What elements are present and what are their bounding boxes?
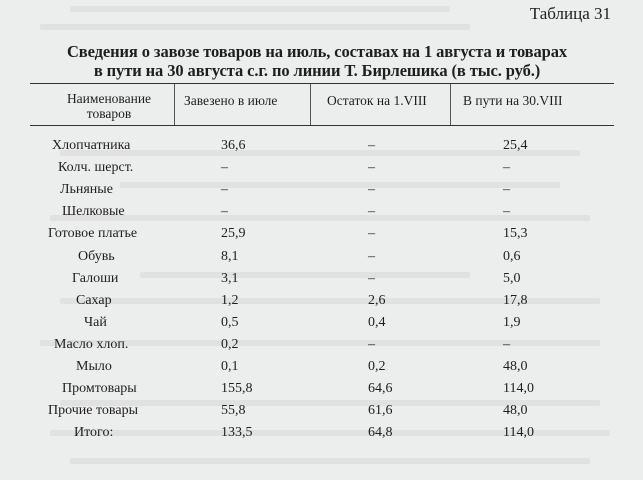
value-imported: – [221, 204, 228, 220]
value-in-transit: 48,0 [503, 403, 528, 419]
value-remainder: 64,6 [368, 381, 393, 397]
column-divider [310, 84, 311, 125]
row-name: Сахар [76, 292, 112, 308]
value-in-transit: 48,0 [503, 359, 528, 374]
value-remainder: 0,4 [368, 314, 386, 330]
value-imported: 1,2 [221, 292, 239, 308]
row-name: Чай [84, 314, 107, 330]
table-row [30, 400, 614, 422]
value-remainder: – [368, 138, 375, 153]
value-remainder: – [368, 248, 375, 264]
row-name: Хлопчатника [52, 138, 131, 153]
value-in-transit: 114,0 [503, 381, 534, 397]
row-name: Галоши [72, 270, 119, 286]
row-name: Обувь [78, 248, 115, 264]
value-remainder: – [368, 182, 375, 198]
value-imported: – [221, 182, 228, 198]
value-imported: 8,1 [221, 248, 239, 264]
title-line-2: в пути на 30 августа с.г. по линии Т. Бирлешика (в тыс. руб.) [93, 61, 541, 80]
table-row [30, 157, 614, 179]
value-imported: 133,5 [221, 425, 253, 441]
value-remainder: – [368, 336, 375, 352]
table-row [30, 223, 614, 245]
row-name: Промтовары [62, 381, 137, 397]
value-remainder: – [368, 270, 375, 286]
row-name: Прочие товары [48, 403, 138, 419]
value-imported: 155,8 [221, 381, 253, 397]
row-name: Колч. шерст. [58, 160, 134, 176]
value-in-transit: – [503, 182, 510, 198]
row-name: Льняные [60, 182, 113, 198]
header-in-transit: В пути на 30.VIII [463, 93, 563, 108]
title-line-1: Сведения о завозе товаров на июль, составах на 1 августа и товарах [66, 42, 568, 61]
table-row [30, 179, 614, 201]
table-title [24, 42, 610, 80]
row-name: Шелковые [62, 204, 125, 220]
value-imported: 0,5 [221, 314, 239, 330]
value-in-transit: – [503, 336, 510, 352]
table-row [30, 312, 614, 334]
value-imported: 36,6 [221, 138, 246, 153]
value-remainder: 2,6 [368, 292, 386, 308]
value-in-transit: 17,8 [503, 292, 528, 308]
value-in-transit: 25,4 [503, 138, 528, 153]
row-name: Масло хлоп. [54, 336, 129, 352]
table-row [30, 135, 614, 157]
value-imported: 25,9 [221, 226, 246, 242]
header-remainder: Остаток на 1.VIII [327, 93, 427, 108]
table-row [30, 201, 614, 223]
value-in-transit: – [503, 204, 510, 220]
table-number: Таблица 31 [529, 4, 611, 23]
table-row [30, 268, 614, 290]
column-divider [174, 84, 175, 125]
table-row [30, 290, 614, 312]
header-imported: Завезено в июле [184, 93, 278, 108]
header-bottom-rule [30, 125, 614, 126]
table-row [30, 422, 614, 444]
row-name: Готовое платье [48, 226, 138, 242]
table-row [30, 334, 614, 356]
value-in-transit: 15,3 [503, 226, 528, 242]
value-remainder: 0,2 [368, 359, 386, 374]
value-in-transit: 114,0 [503, 425, 534, 441]
value-imported: 3,1 [221, 270, 239, 286]
value-imported: 0,2 [221, 336, 239, 352]
row-name: Итого: [74, 425, 114, 441]
value-imported: 55,8 [221, 403, 246, 419]
value-imported: – [221, 160, 228, 176]
value-remainder: – [368, 160, 375, 176]
value-in-transit: 1,9 [503, 314, 521, 330]
row-name: Мыло [76, 359, 112, 374]
table-row [30, 378, 614, 400]
value-remainder: – [368, 204, 375, 220]
value-in-transit: – [503, 160, 510, 176]
table-top-rule [30, 83, 614, 84]
value-in-transit: 5,0 [503, 270, 521, 286]
value-remainder: 61,6 [368, 403, 393, 419]
value-in-transit: 0,6 [503, 248, 521, 264]
value-remainder: 64,8 [368, 425, 393, 441]
column-divider [450, 84, 451, 125]
table-row [30, 246, 614, 268]
table-row [30, 356, 614, 378]
value-imported: 0,1 [221, 359, 239, 374]
header-name: Наименование товаров [66, 91, 152, 121]
value-remainder: – [368, 226, 375, 242]
